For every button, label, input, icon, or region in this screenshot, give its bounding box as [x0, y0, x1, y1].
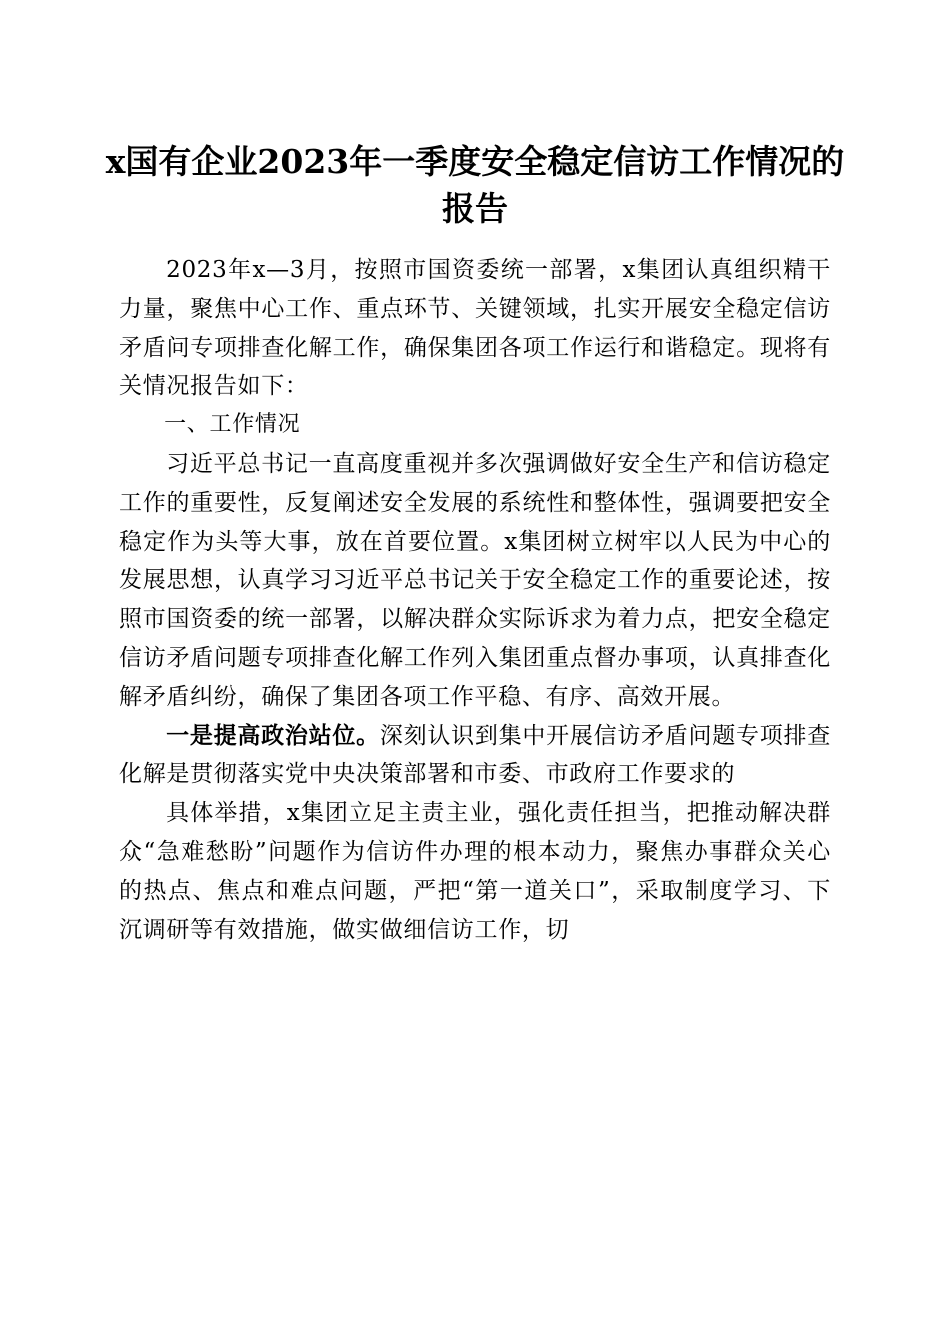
document-title: x国有企业2023年一季度安全稳定信访工作情况的报告 — [105, 142, 845, 228]
point1-text: 深刻认识到集中开展信访矛盾问题专项排查化解是贯彻落实党中央决策部署和市委、市政府工作要求的 — [119, 722, 831, 788]
intro-paragraph: 2023年x—3月，按照市国资委统一部署，x集团认真组织精干力量，聚焦中心工作、重点环节、关键领域，扎实开展安全稳定信访矛盾问专项排查化解工作，确保集团各项工作运行和谐稳定。现将有关情况报告如下： — [119, 257, 831, 400]
point1-lead: 一是提高政治站位。 — [166, 721, 380, 749]
section1-paragraph: 习近平总书记一直高度重视并多次强调做好安全生产和信访稳定工作的重要性，反复阐述安全发展的系统性和整体性，强调要把安全稳定作为头等大事，放在首要位置。x集团树立树牢以人民为中心的发展思想，认真学习习近平总书记关于安全稳定工作的重要论述，按照市国资委的统一部署，以解决群众实际诉求为着力点，把安全稳定信访矛盾问题专项排查化解工作列入集团重点督办事项，认真排查化解矛盾纠纷，确保了集团各项工作平稳、有序、高效开展。 — [119, 450, 831, 710]
point1-paragraph — [119, 717, 831, 795]
document-body — [119, 251, 831, 949]
section-heading-work-status: 一、工作情况 — [164, 412, 301, 438]
point1-continued-paragraph: 具体举措，x集团立足主责主业，强化责任担当，把推动解决群众“急难愁盼”问题作为信访件办理的根本动力，聚焦办事群众关心的热点、焦点和难点问题，严把“第一道关口”，采取制度学习、下沉调研等有效措施，做实做细信访工作，切 — [119, 800, 831, 943]
